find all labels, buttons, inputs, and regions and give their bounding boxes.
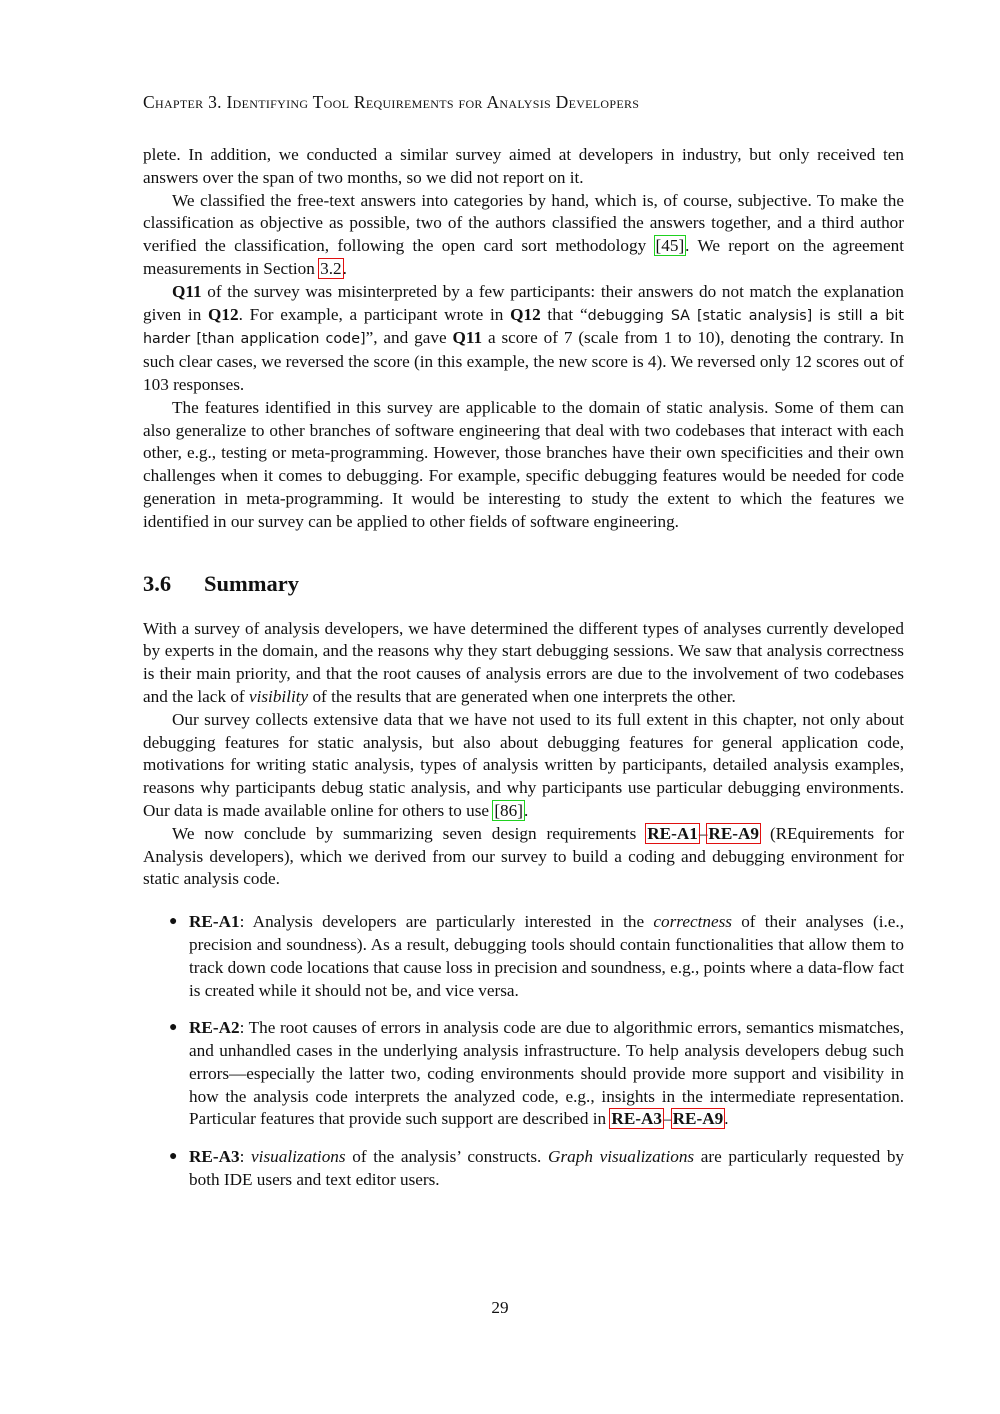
- paragraph-features: [143, 397, 904, 534]
- requirement-ref-link-re-a9[interactable]: RE-A9: [672, 1109, 724, 1129]
- page-number: 29: [491, 1298, 509, 1317]
- sum1-text-b: of the results that are generated when one interprets the other.: [308, 686, 736, 706]
- running-head: Chapter 3. Identifying Tool Requirements for Analysis Developers: [143, 92, 640, 112]
- para2-text-b: . We report on the agreement measurements in Section: [143, 236, 904, 278]
- q11-label: Q11: [172, 281, 202, 301]
- sum1-text-a: With a survey of analysis developers, we have determined the different types of analyses currently developed by experts in the domain, and the reasons why they start debugging sessions. We saw that analysis correctness is their main priority, and that the root causes of analysis errors are due to the involvement of two codebases and the lack of: [143, 618, 904, 706]
- section-title: Summary: [204, 570, 299, 596]
- q12-label-2: Q12: [510, 304, 541, 324]
- q12-label: Q12: [208, 304, 239, 324]
- sum3-text-a: We now conclude by summarizing seven design requirements: [172, 823, 647, 843]
- requirement-text-b: of the analysis’ constructs.: [345, 1147, 549, 1167]
- bullet-icon: ●: [169, 914, 178, 930]
- requirement-emphasis-a: visualizations: [251, 1147, 346, 1167]
- sum3-text-b: (REquirements for Analysis developers), which we derived from our survey to build a coding and debugging environment for static analysis code.: [143, 823, 904, 889]
- requirement-item-re-a1: [169, 911, 905, 1002]
- bullet-icon: ●: [169, 1020, 178, 1036]
- requirement-ref-link-re-a1[interactable]: RE-A1: [647, 823, 698, 843]
- requirement-ref-link-re-a9[interactable]: RE-A9: [708, 823, 760, 843]
- para3-text-c: that “: [540, 304, 588, 324]
- sum2-text-a: Our survey collects extensive data that we have not used to its full extent in this chapter, not only about debugging features for static analysis, but also about debugging features for general application code, motivations for writing static analysis, types of analysis written by participants, detailed analysis examples, reasons why participants debug static analysis, and why participants use particular debugging environments. Our data is made available online for others to use: [143, 709, 904, 820]
- section-heading: [143, 570, 904, 598]
- summary-paragraph-3: [143, 823, 904, 891]
- body-text: [143, 144, 904, 1207]
- para4-text: The features identified in this survey are applicable to the domain of static analysis. Some of them can also generalize to other branches of software engineering that deal with two codebases that interact with each other, e.g., testing or meta-programming. However, those branches have their own specificities and their own challenges when it comes to debugging. For example, specific debugging features would be needed for code generation in meta-programming. It would be interesting to study the extent to which the features we identified in our survey can be applied to other fields of software engineering.: [143, 397, 904, 531]
- requirement-text-a: : Analysis developers are particularly interested in the: [239, 912, 654, 932]
- participant-quote: debugging SA [static analysis] is still a bit harder [than application code]: [143, 307, 904, 348]
- requirements-list: [143, 911, 904, 1192]
- requirement-text-b: of their analyses (i.e., precision and soundness). As a result, debugging tools should contain functionalities that allow them to track down code locations that cause loss in precision and soundness, e.g., points where a data-flow fact is created while it should not be, and vice versa.: [189, 912, 905, 1000]
- requirement-item-re-a2: [169, 1017, 904, 1131]
- requirement-dash: –: [663, 1109, 672, 1129]
- requirement-text-c: are particularly requested by both IDE users and text editor users.: [189, 1147, 905, 1190]
- requirement-label: RE-A3: [189, 1147, 240, 1167]
- requirement-emphasis: correctness: [653, 912, 732, 932]
- para2-text-a: We classified the free-text answers into categories by hand, which is, of course, subjective. To make the classification as objective as possible, two of the authors classified the answers together, and a third author verified the classification, following the open card sort methodology: [143, 190, 904, 256]
- paragraph-continuation: [143, 144, 904, 190]
- section-ref-link-3-2[interactable]: 3.2: [320, 258, 342, 278]
- requirement-text-a: :: [239, 1147, 252, 1167]
- requirement-label: RE-A2: [189, 1018, 240, 1038]
- q11-label-2: Q11: [452, 328, 483, 348]
- paragraph-classification: [143, 190, 904, 281]
- section-number: 3.6: [143, 570, 172, 596]
- sum3-dash: –: [698, 823, 708, 843]
- sum1-emphasis: visibility: [248, 686, 309, 706]
- paragraph-q11: [143, 281, 904, 397]
- para3-text-e: a score of 7 (scale from 1 to 10), denoting the contrary. In such clear cases, we reversed the score (in this example, the new score is 4). We reversed only 12 scores out of 103 responses.: [143, 328, 904, 394]
- requirement-text-a: : The root causes of errors in analysis code are due to algorithmic errors, semantics mismatches, and unhandled cases in the underlying analysis infrastructure. To help analysis developers debug such errors—especially the latter two, coding environments should provide more support and visibility in how the analysis code interprets the analyzed code, e.g., insights in the intermediate representation. Particular features that provide such support are described in: [189, 1018, 904, 1129]
- para3-text-b: . For example, a participant wrote in: [238, 304, 511, 324]
- citation-link-45[interactable]: [45]: [655, 236, 685, 256]
- requirement-text-b: .: [724, 1109, 729, 1129]
- bullet-icon: ●: [169, 1149, 178, 1165]
- citation-link-86[interactable]: [86]: [494, 800, 523, 820]
- sum2-text-b: .: [523, 800, 529, 820]
- summary-paragraph-1: [143, 618, 904, 709]
- requirement-label: RE-A1: [189, 912, 240, 932]
- requirement-emphasis-b: Graph visualizations: [548, 1147, 695, 1167]
- requirement-item-re-a3: [169, 1146, 905, 1192]
- requirement-ref-link-re-a3[interactable]: RE-A3: [611, 1109, 663, 1129]
- para3-text-a: of the survey was misinterpreted by a few participants: their answers do not match the explanation given in: [143, 281, 904, 324]
- para2-text-c: .: [342, 258, 347, 278]
- para3-text-d: ”, and gave: [365, 328, 453, 348]
- summary-paragraph-2: [143, 709, 904, 823]
- para1-text: plete. In addition, we conducted a similar survey aimed at developers in industry, but only received ten answers over the span of two months, so we did not report on it.: [143, 145, 904, 187]
